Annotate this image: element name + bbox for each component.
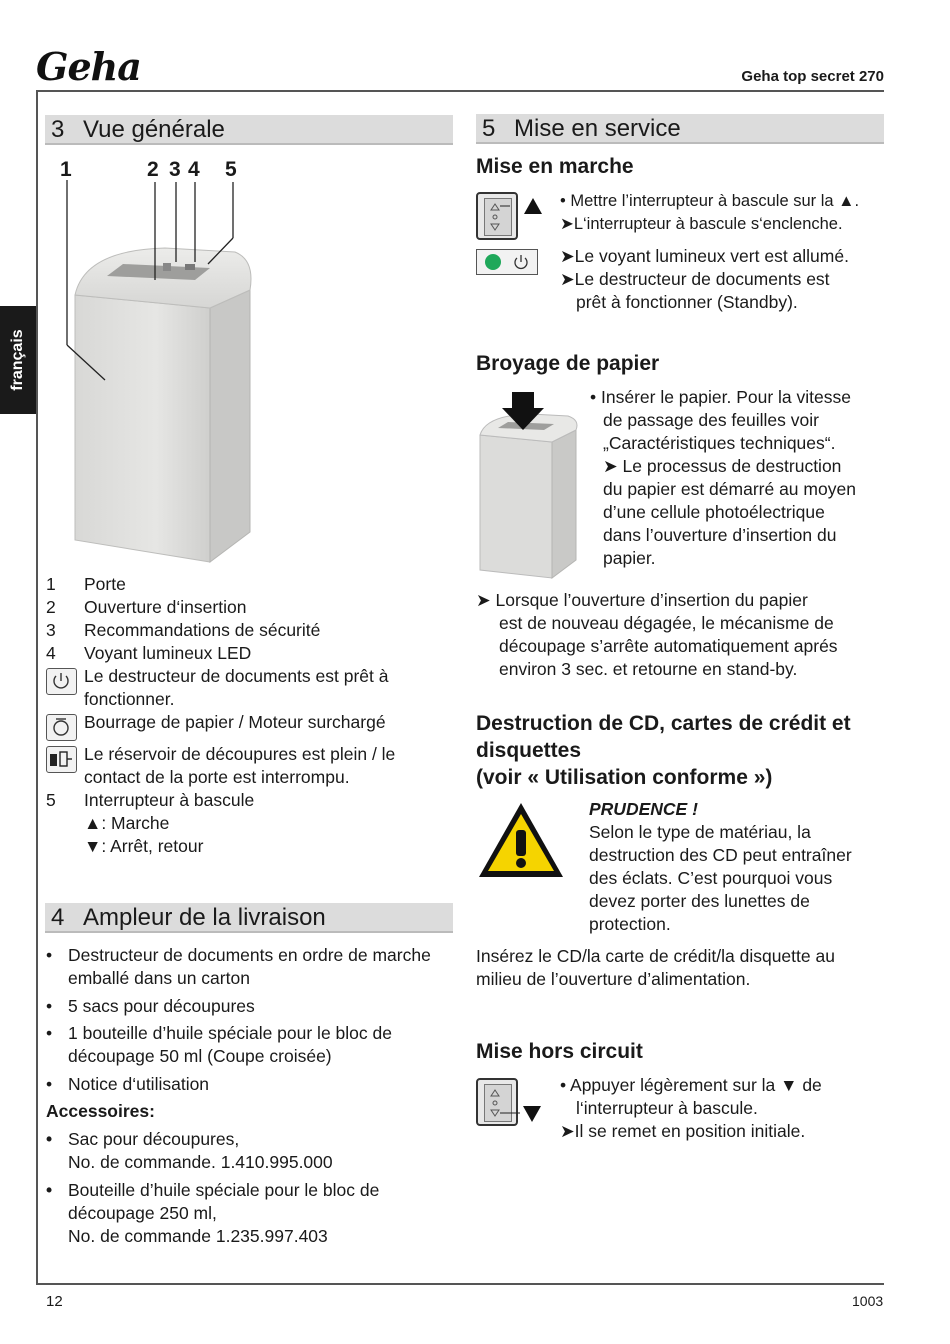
led-full-text: Le réservoir de découpures est plein / le contact de la porte est interrompu. bbox=[84, 744, 396, 787]
after-line: est de nouveau dégagée, le mécanisme de bbox=[499, 613, 834, 633]
after-line: environ 3 sec. et retourne en stand-by. bbox=[499, 659, 798, 679]
left-rule bbox=[36, 90, 38, 1284]
caution-line: protection. bbox=[589, 914, 671, 934]
legend-number: 2 bbox=[46, 597, 56, 617]
off-result: ➤Il se remet en position initiale. bbox=[560, 1121, 806, 1141]
green-led-panel bbox=[476, 249, 538, 275]
caution-label: PRUDENCE ! bbox=[589, 799, 698, 819]
start-result-2: ➤Le voyant lumineux vert est allumé. bbox=[560, 246, 849, 266]
accessory-line: découpage 250 ml, bbox=[68, 1203, 217, 1223]
switch-off-text: ▼: Arrêt, retour bbox=[84, 836, 204, 856]
cd-heading-line: (voir « Utilisation conforme ») bbox=[476, 766, 773, 789]
arrow-down-icon bbox=[521, 1104, 543, 1124]
switch-on-text: ▲: Marche bbox=[84, 813, 170, 833]
legend-number: 1 bbox=[46, 574, 56, 594]
start-result-1: ➤L‘interrupteur à bascule s‘enclenche. bbox=[560, 215, 843, 233]
callout-4: 4 bbox=[188, 158, 200, 181]
legend-text: Ouverture d‘insertion bbox=[84, 597, 247, 617]
accessories-title: Accessoires: bbox=[46, 1101, 155, 1121]
header-title: Geha top secret 270 bbox=[741, 68, 884, 85]
legend-text: Voyant lumineux LED bbox=[84, 643, 252, 663]
shred-line: du papier est démarré au moyen bbox=[603, 479, 856, 499]
bullet-text: Notice d‘utilisation bbox=[68, 1074, 210, 1094]
section-3-number: 3 bbox=[51, 116, 65, 143]
section-4-number: 4 bbox=[51, 904, 65, 931]
after-line: ➤ Lorsque l’ouverture d’insertion du papier bbox=[476, 590, 808, 610]
shred-text bbox=[590, 386, 890, 570]
shred-line: de passage des feuilles voir bbox=[603, 410, 819, 430]
section-4-heading bbox=[45, 903, 453, 933]
language-tab-label: français bbox=[9, 329, 26, 391]
section-3-heading bbox=[45, 115, 453, 145]
start-heading: Mise en marche bbox=[476, 155, 634, 178]
legend-number: 5 bbox=[46, 790, 56, 810]
callout-5: 5 bbox=[225, 158, 237, 181]
accessory-line: No. de commande. 1.410.995.000 bbox=[68, 1152, 333, 1172]
start-result-3a: ➤Le destructeur de documents est bbox=[560, 269, 830, 289]
accessory-line: Bouteille d’huile spéciale pour le bloc de bbox=[68, 1180, 380, 1200]
legend-text: Porte bbox=[84, 574, 126, 594]
shred-line: • Insérer le papier. Pour la vitesse bbox=[590, 387, 851, 407]
led-ready-text: Le destructeur de documents est prêt à fonctionner. bbox=[84, 666, 389, 709]
callout-1: 1 bbox=[60, 158, 72, 181]
insert-line: Insérez le CD/la carte de crédit/la disquette au bbox=[476, 946, 835, 966]
legend-text: Interrupteur à bascule bbox=[84, 790, 255, 810]
caution-text bbox=[589, 821, 889, 936]
section-5-title: Mise en service bbox=[514, 115, 681, 142]
legend-number: 4 bbox=[46, 643, 56, 663]
callout-3: 3 bbox=[169, 158, 181, 181]
shred-after-text bbox=[476, 589, 886, 681]
bullet-text: 5 sacs pour découpures bbox=[68, 996, 255, 1016]
accessory-line: No. de commande 1.235.997.403 bbox=[68, 1226, 328, 1246]
off-step-1: • Appuyer légèrement sur la ▼ de bbox=[560, 1075, 822, 1095]
rocker-switch-off-icon bbox=[476, 1078, 518, 1126]
shred-line: d’une cellule photoélectrique bbox=[603, 502, 825, 522]
start-step: • Mettre l’interrupteur à bascule sur la ▲. bbox=[560, 192, 860, 210]
bin-full-led-icon bbox=[46, 746, 77, 773]
section-5-heading bbox=[476, 114, 884, 144]
geha-logo: Geha bbox=[36, 44, 141, 89]
caution-line: Selon le type de matériau, la bbox=[589, 822, 811, 842]
caution-line: devez porter des lunettes de bbox=[589, 891, 810, 911]
language-tab bbox=[0, 306, 36, 414]
bullet-text: 1 bouteille d’huile spéciale pour le bloc de découpage 50 ml (Coupe croisée) bbox=[68, 1023, 392, 1066]
cd-heading-line: disquettes bbox=[476, 739, 582, 762]
insert-line: milieu de l’ouverture d’alimentation. bbox=[476, 969, 751, 989]
shred-line: „Caractéristiques techniques“. bbox=[603, 433, 836, 453]
footer-rule bbox=[36, 1283, 884, 1285]
legend-text: Recommandations de sécurité bbox=[84, 620, 321, 640]
legend-number: 3 bbox=[46, 620, 56, 640]
section-4-title: Ampleur de la livraison bbox=[83, 904, 326, 931]
shredder-illustration bbox=[45, 180, 275, 565]
document-code: 1003 bbox=[852, 1293, 884, 1309]
jam-led-icon bbox=[46, 714, 77, 741]
after-line: découpage s’arrête automatiquement aprés bbox=[499, 636, 838, 656]
section-5-number: 5 bbox=[482, 115, 496, 142]
start-result-3b: prêt à fonctionner (Standby). bbox=[576, 292, 798, 312]
caution-line: des éclats. C’est pourquoi vous bbox=[589, 868, 833, 888]
accessory-line: Sac pour découpures, bbox=[68, 1129, 240, 1149]
bullet-text: Destructeur de documents en ordre de marche emballé dans un carton bbox=[68, 945, 431, 988]
shred-line: dans l’ouverture d’insertion du bbox=[603, 525, 837, 545]
paper-insert-illustration bbox=[476, 390, 586, 580]
off-step-2: l‘interrupteur à bascule. bbox=[576, 1098, 758, 1118]
cd-heading bbox=[476, 710, 886, 791]
off-heading: Mise hors circuit bbox=[476, 1040, 643, 1063]
cd-insert-text bbox=[476, 945, 886, 991]
power-led-icon bbox=[46, 668, 77, 695]
caution-line: destruction des CD peut entraîner bbox=[589, 845, 852, 865]
header-rule bbox=[36, 90, 884, 92]
rocker-switch-on-icon bbox=[476, 192, 518, 240]
warning-icon bbox=[476, 800, 566, 880]
callout-2: 2 bbox=[147, 158, 159, 181]
led-jam-text: Bourrage de papier / Moteur surchargé bbox=[84, 712, 386, 732]
shred-line: ➤ Le processus de destruction bbox=[603, 456, 842, 476]
section-3-title: Vue générale bbox=[83, 116, 225, 143]
shred-line: papier. bbox=[603, 548, 656, 568]
arrow-up-icon bbox=[522, 196, 544, 216]
cd-heading-line: Destruction de CD, cartes de crédit et bbox=[476, 712, 851, 735]
shred-heading: Broyage de papier bbox=[476, 352, 660, 375]
page-number: 12 bbox=[46, 1293, 63, 1310]
